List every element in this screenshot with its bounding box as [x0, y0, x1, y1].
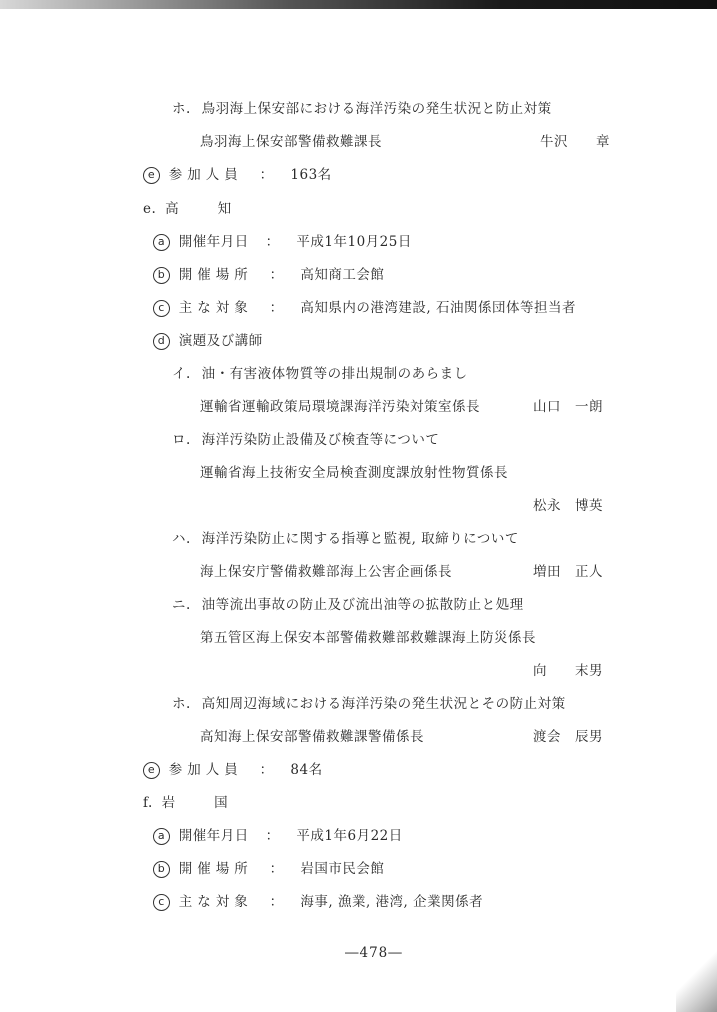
venue-row [153, 860, 384, 878]
item-label: イ. [172, 366, 191, 382]
circled-letter-e: e [143, 167, 160, 184]
speaker-name: 松永 博英 [533, 498, 603, 514]
item-title: 海洋汚染防止に関する指導と監視, 取締りについて [201, 531, 519, 547]
field-value: 海事, 漁業, 港湾, 企業関係者 [300, 894, 484, 910]
circled-letter-c: c [153, 894, 170, 911]
field-label: 開催場所 [178, 267, 253, 283]
speaker-name: 山口 一朗 [533, 399, 603, 415]
target-row [153, 893, 483, 911]
field-label: 参加人員 [168, 762, 243, 778]
item-label: ホ. [172, 101, 191, 117]
section-heading-iwakuni [143, 794, 232, 812]
speaker-title: 第五管区海上保安本部警備救難部救難課海上防災係長 [200, 630, 536, 646]
colon: ： [265, 234, 280, 250]
colon: ： [259, 167, 274, 183]
field-label: 参加人員 [168, 167, 243, 183]
item-ho-toba [172, 100, 552, 118]
colon: ： [265, 828, 280, 844]
field-value: 岩国市民会館 [300, 861, 385, 877]
target-row [153, 299, 576, 317]
speaker-title: 海上保安庁警備救難部海上公害企画係長 [200, 564, 452, 580]
topic-item [172, 530, 519, 548]
speaker-name: 増田 正人 [533, 564, 603, 580]
topic-item [172, 695, 566, 713]
circled-letter-a: a [153, 828, 170, 845]
section-title: 高 知 [165, 201, 236, 217]
section-heading-kochi [143, 200, 235, 218]
colon: ： [259, 762, 274, 778]
speaker-name: 渡会 辰男 [533, 729, 603, 745]
field-value: 平成1年10月25日 [296, 234, 412, 250]
scan-edge-top [0, 0, 717, 9]
field-label: 開催場所 [178, 861, 253, 877]
field-value: 高知商工会館 [300, 267, 385, 283]
item-label: ニ. [172, 597, 191, 613]
topics-row [153, 332, 263, 350]
colon: ： [269, 300, 284, 316]
page-number: ―478― [345, 945, 403, 961]
colon: ： [269, 861, 284, 877]
speaker-title: 運輸省海上技術安全局検査測度課放射性物質係長 [200, 465, 508, 481]
circled-letter-d: d [153, 333, 170, 350]
field-value: 84名 [290, 762, 323, 778]
field-label: 開催年月日 [178, 828, 249, 844]
speaker-name: 牛沢 章 [540, 134, 610, 150]
item-label: ロ. [172, 432, 191, 448]
scan-shadow-corner [676, 950, 717, 1012]
colon: ： [269, 267, 284, 283]
item-title: 油・有害液体物質等の排出規制のあらまし [201, 366, 468, 382]
field-label: 主な対象 [178, 894, 253, 910]
item-title: 高知周辺海域における海洋汚染の発生状況とその防止対策 [201, 696, 566, 712]
date-row [153, 827, 403, 845]
field-label: 開催年月日 [178, 234, 249, 250]
circled-letter-c: c [153, 300, 170, 317]
circled-letter-a: a [153, 234, 170, 251]
speaker-name: 向 末男 [533, 663, 603, 679]
speaker-title: 高知海上保安部警備救難課警備係長 [200, 729, 424, 745]
item-title: 油等流出事故の防止及び流出油等の拡散防止と処理 [201, 597, 524, 613]
topic-item [172, 596, 524, 614]
speaker-title: 鳥羽海上保安部警備救難課長 [200, 134, 382, 150]
venue-row [153, 266, 384, 284]
speaker-title: 運輸省運輸政策局環境課海洋汚染対策室係長 [200, 399, 480, 415]
section-prefix: e. [143, 201, 157, 217]
field-value: 163名 [290, 167, 332, 183]
item-title: 海洋汚染防止設備及び検査等について [201, 432, 440, 448]
circled-letter-b: b [153, 267, 170, 284]
section-prefix: f. [143, 795, 153, 811]
field-label: 主な対象 [178, 300, 253, 316]
circled-letter-e: e [143, 762, 160, 779]
attendance-row [143, 761, 323, 779]
topic-item [172, 365, 468, 383]
item-label: ハ. [172, 531, 191, 547]
field-value: 平成1年6月22日 [296, 828, 403, 844]
section-title: 岩 国 [161, 795, 232, 811]
item-label: ホ. [172, 696, 191, 712]
topic-item [172, 431, 439, 449]
field-label: 演題及び講師 [178, 333, 263, 349]
colon: ： [269, 894, 284, 910]
circled-letter-b: b [153, 861, 170, 878]
attendance-row [143, 166, 332, 184]
date-row [153, 233, 412, 251]
item-title: 鳥羽海上保安部における海洋汚染の発生状況と防止対策 [201, 101, 552, 117]
field-value: 高知県内の港湾建設, 石油関係団体等担当者 [300, 300, 576, 316]
